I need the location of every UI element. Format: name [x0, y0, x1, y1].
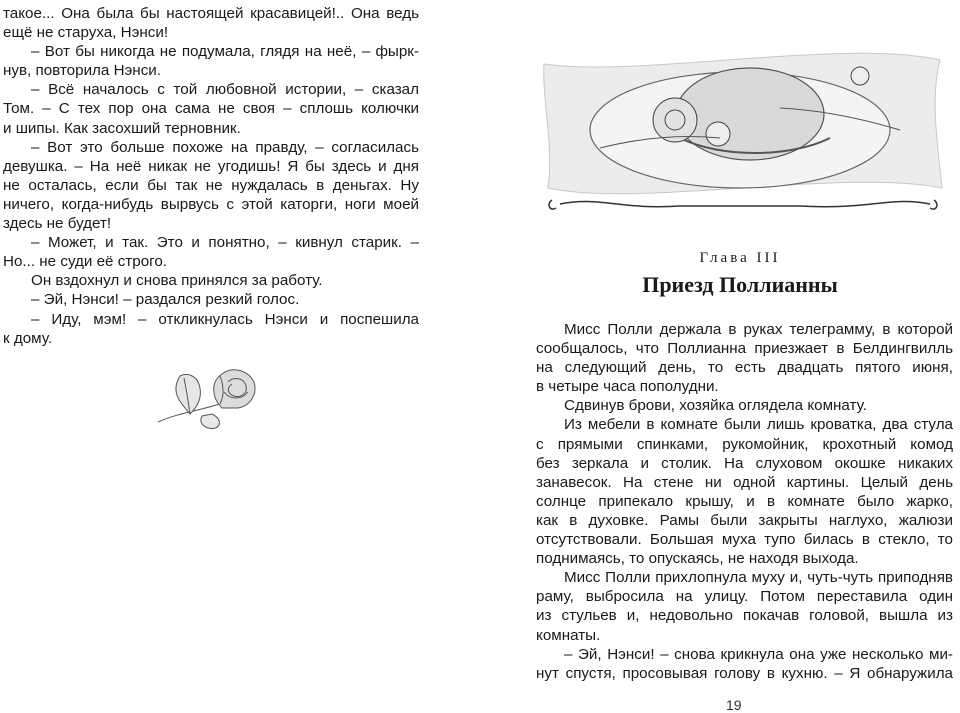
left-page-body-text	[3, 4, 419, 348]
hat-with-flowers-illustration	[540, 38, 946, 216]
text-line: нув, повторила Нэнси.	[3, 62, 161, 80]
text-line: Из мебели в комнате были лишь кроватка, два стула	[564, 416, 953, 434]
text-line: сообщалось, что Поллианна приезжает в Белдингвилль	[536, 340, 953, 358]
text-line: такое... Она была бы настоящей красавицей!.. Она ведь	[3, 5, 419, 22]
text-line: – Эй, Нэнси! – раздался резкий голос.	[31, 291, 300, 309]
text-line: – Эй, Нэнси! – снова крикнула она уже несколько ми-	[564, 645, 953, 663]
text-line: Мисс Полли прихлопнула муху и, чуть-чуть приподняв	[564, 569, 953, 587]
text-line: раму, выбросила на улицу. Потом переставила один	[536, 588, 953, 606]
right-page	[480, 0, 960, 713]
chapter-label: Глава III	[699, 250, 781, 266]
text-line: здесь не будет!	[3, 215, 112, 233]
text-line: в четыре часа пополудни.	[536, 378, 719, 396]
text-line: девушка. – На неё никак не угодишь! Я бы здесь и дня	[3, 157, 419, 175]
text-line: к дому.	[3, 329, 53, 347]
text-line: занавесок. На стене ни одной картины. Целый день	[536, 473, 953, 491]
text-line: ещё не старуха, Нэнси!	[3, 24, 169, 42]
text-line: и шипы. Как засохший терновник.	[3, 119, 241, 137]
text-line: – Иду, мэм! – откликнулась Нэнси и поспешила	[31, 310, 419, 328]
text-line: нут спустя, просовывая голову в кухню. – Я обнаружила	[536, 664, 953, 682]
text-line: Он вздохнул и снова принялся за работу.	[31, 272, 323, 290]
right-page-body-text	[536, 320, 953, 683]
text-line: комнаты.	[536, 626, 601, 644]
text-line: солнце припекало крышу, и в комнате было жарко,	[536, 492, 953, 510]
page-number: 19	[726, 697, 742, 713]
text-line: отсутствовали. Большая муха тупо билась в стекло, то	[536, 531, 953, 549]
text-line: Том. – С тех пор она сама не своя – сплошь колючки	[3, 100, 419, 118]
text-line: из стульев и, недовольно покачав головой, вышла из	[536, 607, 953, 625]
text-line: поднимаясь, то опускаясь, не находя выхода.	[536, 550, 859, 568]
chapter-title: Приезд Поллианны	[642, 272, 838, 297]
text-line: без зеркала и столик. На слуховом окошке никаких	[536, 454, 953, 472]
text-line: Мисс Полли держала в руках телеграмму, в которой	[564, 321, 953, 338]
text-line: – Может, и так. Это и понятно, – кивнул старик. –	[31, 234, 419, 252]
text-line: – Вот это больше похоже на правду, – согласилась	[31, 138, 419, 156]
text-line: на следующий день, то есть двадцать пятого июня,	[536, 359, 953, 377]
text-line: не осталась, если бы так не нуждалась в деньгах. Ну	[3, 176, 419, 194]
rose-illustration	[150, 362, 260, 434]
text-line: Сдвинув брови, хозяйка оглядела комнату.	[564, 397, 867, 415]
text-line: – Вот бы никогда не подумала, глядя на неё, – фырк-	[31, 43, 419, 61]
text-line: ничего, когда-нибудь вырвусь с этой каторги, ноги моей	[3, 195, 419, 213]
text-line: – Всё началось с той любовной истории, – сказал	[31, 81, 419, 99]
text-line: Но... не суди её строго.	[3, 253, 168, 271]
text-line: с прямыми спинками, рукомойник, крохотный комод	[536, 435, 953, 453]
text-line: как в духовке. Рамы были закрыты наглухо, жалюзи	[536, 511, 953, 529]
